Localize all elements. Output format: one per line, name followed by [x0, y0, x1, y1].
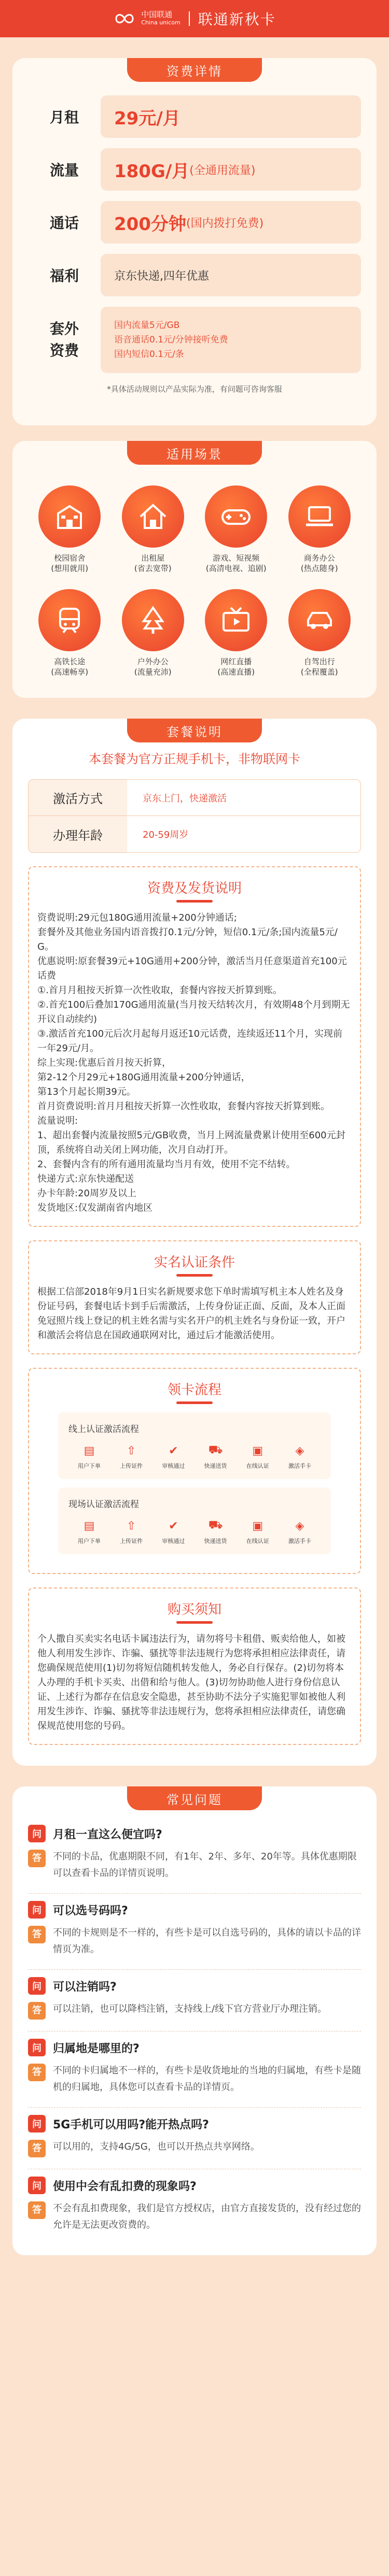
package-rows [12, 82, 377, 410]
faq-question [28, 2039, 361, 2056]
faq-answer [28, 2063, 361, 2096]
tree-icon [122, 589, 184, 651]
row-value [101, 201, 361, 244]
detail-card [12, 719, 377, 1766]
scene-sub: (高清电视、追剧) [205, 564, 267, 573]
scene-sub: (省去宽带) [134, 564, 172, 573]
step-label: 激活手卡 [288, 1538, 311, 1544]
laptop-icon [288, 485, 351, 548]
realname-title-text: 实名认证条件 [154, 1255, 235, 1270]
flow-step [237, 1442, 279, 1470]
step-label: 审核通过 [162, 1463, 185, 1469]
row-value: 京东快递,四年优惠 [101, 254, 361, 296]
scene-label: 高铁长途 [54, 657, 86, 666]
step-label: 快递送货 [204, 1538, 227, 1544]
tariff-box [28, 866, 361, 1227]
step-label: 激活手卡 [288, 1463, 311, 1469]
info-value: 20-59周岁 [143, 829, 189, 840]
data-note: (全通用流量) [189, 164, 256, 177]
step-label: 快递送货 [204, 1463, 227, 1469]
realname-box [28, 1240, 361, 1354]
package-card [12, 58, 377, 425]
answer-tag: 答 [28, 2064, 46, 2081]
package-row-data [28, 148, 361, 191]
train-icon [38, 589, 101, 651]
flow-step [110, 1517, 152, 1545]
flow-step [195, 1517, 237, 1545]
row-label: 套外资费 [49, 320, 79, 359]
logo-text [141, 10, 180, 27]
package-section-title: 资费详情 [127, 58, 262, 82]
row-value [101, 148, 361, 191]
order-icon: ▤ [84, 1444, 95, 1457]
answer-text: 可以注销，也可以降档注销，支持线上/线下官方营业厅办理注销。 [53, 2003, 327, 2014]
truck-icon: ⛟ [208, 1519, 223, 1532]
package-footnote: *具体活动规则以产品实际为准，有问题可咨询客服 [107, 384, 282, 394]
flow-title [37, 1379, 352, 1404]
scene-label: 自驾出行 [303, 657, 335, 666]
online-flow-title: 线上认证激活流程 [68, 1424, 139, 1435]
info-value: 京东上门，快递激活 [143, 793, 227, 804]
voice-note: (国内拨打免费) [186, 217, 264, 230]
truck-icon: ⛟ [208, 1443, 223, 1456]
question-tag: 问 [28, 2177, 46, 2194]
overage-line: 国内短信0.1元/条 [114, 349, 184, 360]
bottom-strip [0, 2560, 389, 2576]
logo-en: China unicom [141, 19, 180, 26]
package-row-benefit [28, 254, 361, 296]
faq-card [12, 1786, 377, 2255]
row-label: 流量 [49, 162, 79, 179]
scene-item [112, 589, 195, 677]
page-title: 联通新秋卡 [198, 11, 276, 28]
voice-value: 200分钟 [114, 213, 186, 235]
question-tag: 问 [28, 2039, 46, 2056]
faq-section-title: 常见问题 [127, 1786, 262, 1810]
faq-answer [28, 1849, 361, 1882]
package-section [0, 37, 389, 441]
faq-item [28, 1817, 361, 1894]
detail-section-title: 套餐说明 [127, 719, 262, 742]
scene-label: 校园宿舍 [54, 553, 86, 563]
order-icon: ▤ [84, 1519, 95, 1533]
package-row-overage [28, 307, 361, 373]
scene-sub: (想用就用) [51, 564, 89, 573]
scene-grid [28, 485, 361, 677]
faq-question [28, 1977, 361, 1995]
row-label: 通话 [49, 214, 79, 232]
upload-icon: ⇧ [126, 1519, 136, 1533]
flow-step [237, 1517, 279, 1545]
title-underline [176, 1274, 213, 1277]
logo-cn: 中国联通 [141, 10, 173, 19]
package-row-monthly [28, 95, 361, 138]
official-card-headline: 本套餐为官方正规手机卡，非物联网卡 [89, 752, 300, 766]
scene-item [28, 485, 112, 574]
question-text: 可以注销吗? [53, 1980, 117, 1994]
question-tag: 问 [28, 1825, 46, 1842]
scene-sub: (高速畅享) [51, 667, 89, 677]
flow-step [68, 1517, 110, 1545]
sim-card-icon: ◈ [295, 1519, 304, 1533]
info-key: 激活方式 [29, 780, 127, 815]
faq-question [28, 2177, 361, 2194]
faq-question [28, 1901, 361, 1919]
scene-sub: (流量充沛) [134, 667, 172, 677]
info-row-age [29, 816, 360, 852]
info-row-activation [29, 780, 360, 816]
notice-box [28, 1587, 361, 1745]
question-text: 使用中会有乱扣费的现象吗? [53, 2180, 197, 2193]
scenes-section [0, 441, 389, 719]
id-card-icon: ▣ [252, 1444, 263, 1457]
row-label: 福利 [49, 267, 79, 284]
scene-label: 出租屋 [141, 553, 165, 563]
flow-step [152, 1517, 194, 1545]
answer-tag: 答 [28, 2002, 46, 2020]
flow-steps [68, 1517, 321, 1545]
title-underline [176, 900, 213, 903]
unicom-knot-icon [113, 11, 136, 26]
title-underline [176, 1621, 213, 1624]
question-text: 可以选号码吗? [53, 1904, 128, 1917]
flow-step [279, 1442, 321, 1470]
title-underline [176, 1401, 213, 1404]
answer-text: 不同的卡规则是不一样的，有些卡是可以自选号码的，具体的请以卡品的详情页为准。 [53, 1927, 361, 1955]
answer-tag: 答 [28, 2201, 46, 2219]
tariff-text: 资费说明:29元包180G通用流量+200分钟通话; 套餐外及其他业务国内语音拨打0.1元/分钟，短信0.1元/条;国内流量5元/G。 优惠说明:原套餐39元+10G通用+200分钟，激活当月任意渠道首充100元话费 ①.首月月租按天折算一次性收取，套餐内容按天折算到账。 ②.首充100后叠加170G通用流量(当月按天结转次月，有效期48个月到期无开议自动续约) ③.激活首充100元后次月起每月返还10元话费，连续返还11个月，实现前一年29元/月。 综上实现:优惠后首月按天折算， 第2-12个月29元+180G通用流量+200分钟通话， 第13个月起长期39元。 首月资费说明:首月月租按天折算一次性收取，套餐内容按天折算到账。 流量说明: 1、超出套餐内流量按照5元/GB收费，当月上网流量费累计使用至600元封顶，系统将自动关闭上网功能，次月自动打开。 2、套餐内含有的所有通用流量均当月有效，使用不完不结转。 快递方式:京东快递配送 办卡年龄:20周岁及以上 发货地区:仅发湖南省内地区 [37, 912, 350, 1213]
faq-answer [28, 2200, 361, 2234]
gamepad-icon [205, 485, 267, 548]
faq-answer [28, 2001, 361, 2020]
answer-text: 不同的卡归属地不一样的，有些卡是收货地址的当地的归属地，有些卡是随机的归属地，具体您可以查看卡品的详情页。 [53, 2065, 361, 2093]
faq-item [28, 1894, 361, 1970]
scene-label: 网红直播 [220, 657, 252, 666]
online-flow [58, 1412, 331, 1479]
scene-sub: (全程覆盖) [300, 667, 338, 677]
flow-step [195, 1442, 237, 1470]
step-label: 上传证件 [120, 1463, 143, 1469]
scene-label: 游戏、短视频 [213, 553, 260, 563]
overage-line: 国内流量5元/GB [114, 320, 180, 331]
scene-item [195, 589, 278, 677]
scene-item [278, 485, 362, 574]
step-label: 审核通过 [162, 1538, 185, 1544]
answer-tag: 答 [28, 1850, 46, 1867]
answer-text: 不会有乱扣费现象，我们是官方授权店，由官方直接发货的，没有经过您的允许是无法更改资费的。 [53, 2203, 361, 2230]
question-text: 5G手机可以用吗?能开热点吗? [53, 2118, 209, 2131]
scene-item [195, 485, 278, 574]
step-label: 上传证件 [120, 1538, 143, 1544]
faq-item [28, 2031, 361, 2108]
onsite-flow [58, 1487, 331, 1554]
overage-values [101, 307, 361, 373]
onsite-flow-title: 现场认证激活流程 [68, 1499, 139, 1510]
realname-title [37, 1252, 352, 1277]
scenes-card [12, 441, 377, 698]
monthly-fee-value: 29元/月 [114, 108, 180, 129]
scene-label: 商务办公 [303, 553, 335, 563]
question-tag: 问 [28, 2115, 46, 2133]
check-icon: ✔ [169, 1444, 178, 1457]
flow-step [279, 1517, 321, 1545]
top-header [0, 0, 389, 37]
flow-step [152, 1442, 194, 1470]
question-text: 归属地是哪里的? [53, 2042, 140, 2055]
school-icon [38, 485, 101, 548]
row-label: 月租 [49, 109, 79, 126]
info-key: 办理年龄 [29, 816, 127, 852]
faq-question [28, 2115, 361, 2133]
scene-item [28, 589, 112, 677]
scene-sub: (高速直播) [217, 667, 255, 677]
notice-title [37, 1599, 352, 1624]
answer-text: 不同的卡品，优惠期限不同，有1年、2年、多年、20年等。具体优惠期限可以查看卡品的详情页说明。 [53, 1851, 357, 1879]
step-label: 用户下单 [78, 1538, 101, 1544]
id-card-icon: ▣ [252, 1519, 263, 1533]
faq-question [28, 1825, 361, 1842]
flow-step [110, 1442, 152, 1470]
notice-text: 个人撒自买卖实名电话卡属违法行为，请勿将号卡租借、贩卖给他人，如被他人利用发生涉诈、诈骗、骚扰等非法违规行为您将承担相应法律责任，请您确保规范使用(1)切勿将短信随机转发他人，务必自行保存。(2)切勿将本人办理的手机卡买卖、出借和给与他人。(3)切勿协助他人进行身份信息认证、上述行为都存在信息安全隐患，甚至协助不法分子实施犯罪如被他人利用发生涉诈、诈骗、骚扰等非法违规行为，您将承担相应法律责任，请您确保规范使用您的号码。 [37, 1634, 345, 1731]
tariff-title-text: 资费及发货说明 [147, 881, 242, 896]
info-table [28, 779, 361, 853]
question-tag: 问 [28, 1977, 46, 1995]
faq-item [28, 1970, 361, 2031]
unicom-logo [113, 10, 180, 27]
flow-title-text: 领卡流程 [167, 1382, 221, 1398]
faq-item [28, 2108, 361, 2169]
scene-item [278, 589, 362, 677]
scene-item [112, 485, 195, 574]
scenes-section-title: 适用场景 [127, 441, 262, 465]
tariff-title [37, 878, 352, 903]
step-label: 在线认证 [246, 1463, 269, 1469]
faq-section [0, 1786, 389, 2276]
detail-section [0, 719, 389, 1786]
row-value [101, 95, 361, 138]
scene-sub: (热点随身) [300, 564, 338, 573]
answer-text: 可以用的，支持4G/5G，也可以开热点共享网络。 [53, 2141, 260, 2152]
realname-text: 根据工信部2018年9月1日实名新规要求您下单时需填写机主本人姓名及身份证号码，套餐电话卡到手后需激活，上传身份证正面、反面，及本人正面免冠照片线上登记的机主姓名需与实名开户的机主姓名与身份证一致，开户和激活会将信息在国政通联网对比，通过后才能激活使用。 [37, 1286, 345, 1341]
answer-tag: 答 [28, 2140, 46, 2157]
question-text: 月租一直这么便宜吗? [53, 1828, 162, 1841]
scene-label: 户外办公 [137, 657, 169, 666]
step-label: 在线认证 [246, 1538, 269, 1544]
flow-box [28, 1368, 361, 1574]
faq-answer [28, 2139, 361, 2157]
upload-icon: ⇧ [126, 1444, 136, 1457]
check-icon: ✔ [169, 1519, 178, 1533]
step-label: 用户下单 [78, 1463, 101, 1469]
tv-icon [205, 589, 267, 651]
faq-answer [28, 1925, 361, 1958]
overage-line: 语音通话0.1元/分钟接听免费 [114, 335, 228, 345]
car-icon [288, 589, 351, 651]
sim-card-icon: ◈ [295, 1444, 304, 1457]
flow-steps [68, 1442, 321, 1470]
flow-step [68, 1442, 110, 1470]
question-tag: 问 [28, 1901, 46, 1919]
data-value: 180G/月 [114, 161, 190, 182]
notice-title-text: 购买须知 [167, 1602, 221, 1618]
faq-item [28, 2169, 361, 2245]
package-row-voice [28, 201, 361, 244]
answer-tag: 答 [28, 1926, 46, 1943]
home-icon [122, 485, 184, 548]
header-divider [189, 11, 190, 26]
